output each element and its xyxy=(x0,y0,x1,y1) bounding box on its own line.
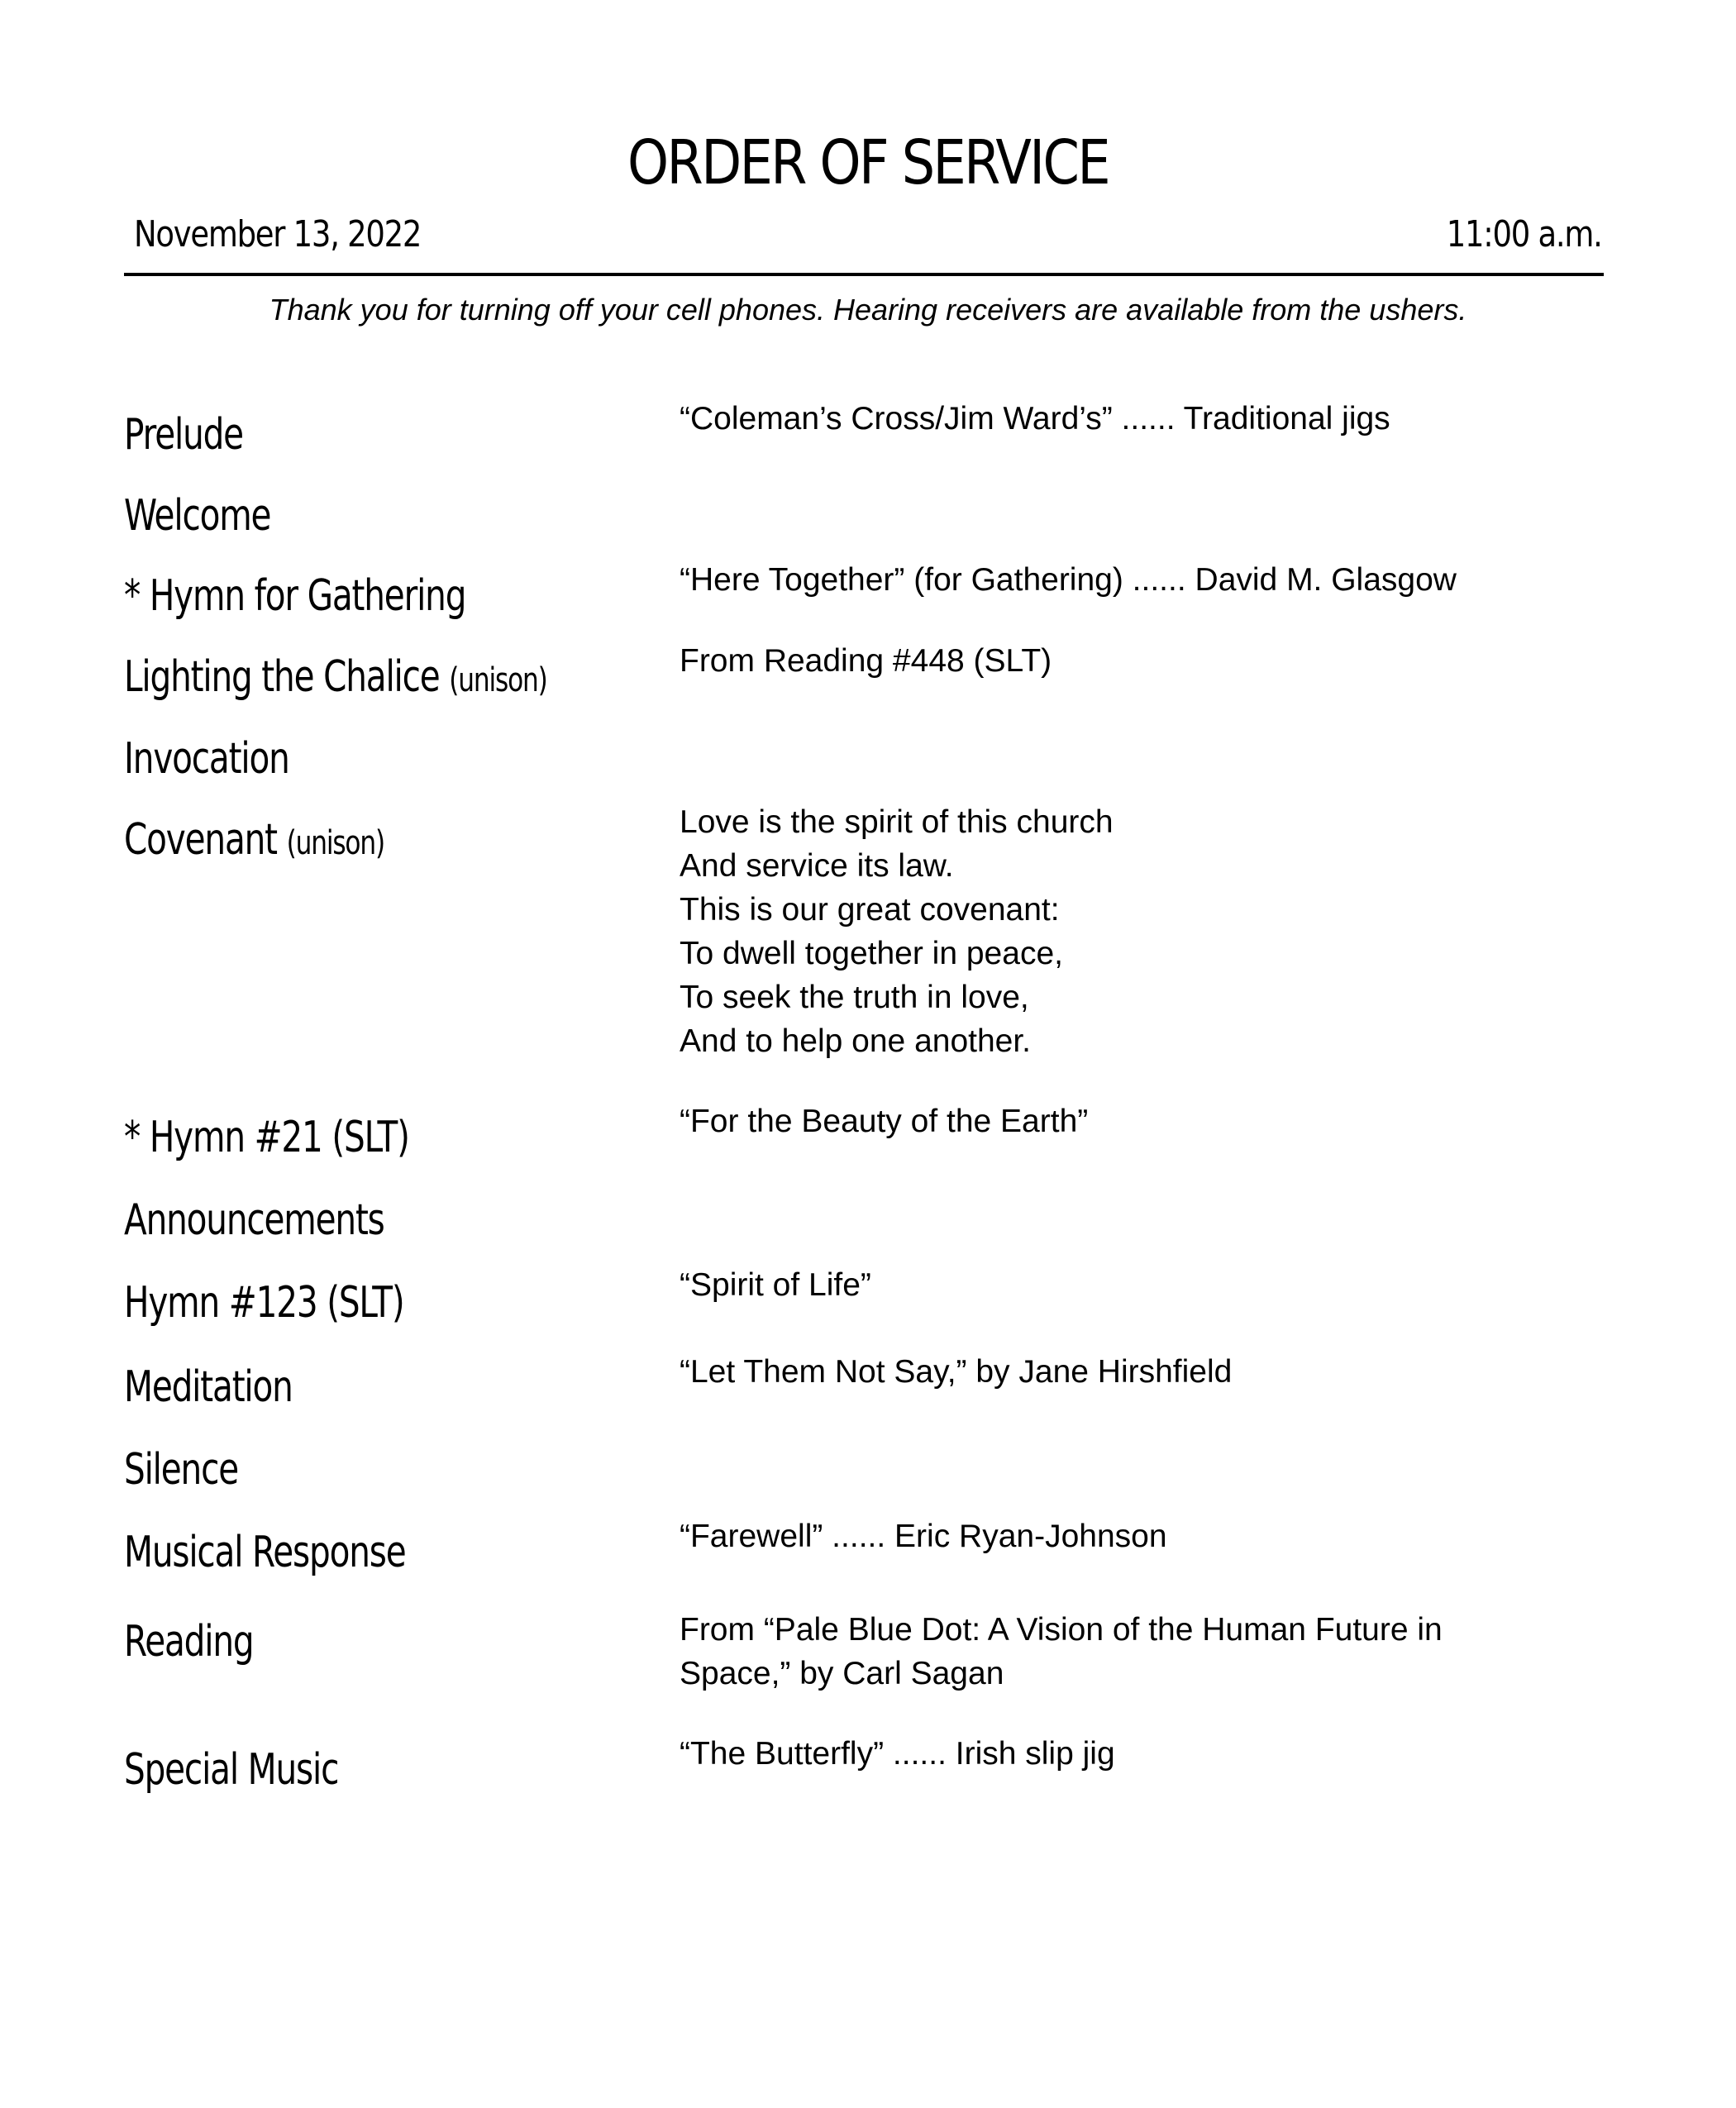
detail-line: This is our great covenant: xyxy=(680,892,1060,928)
service-item-label xyxy=(124,1278,404,1328)
service-item-detail xyxy=(680,800,1589,1063)
service-time: 11:00 a.m. xyxy=(1447,213,1602,255)
service-item-name: * Hymn for Gathering xyxy=(124,571,466,621)
service-item-label xyxy=(124,1528,406,1577)
service-item-label xyxy=(124,1113,409,1162)
service-item-name: Meditation xyxy=(124,1362,293,1412)
service-item-label xyxy=(124,410,243,460)
detail-line: “Farewell” ...... Eric Ryan-Johnson xyxy=(680,1519,1167,1554)
service-item-name: Special Music xyxy=(124,1745,339,1795)
service-item-label xyxy=(124,1195,384,1245)
detail-line: “Here Together” (for Gathering) ...... David M. Glasgow xyxy=(680,562,1457,598)
service-item-label xyxy=(124,1745,339,1795)
service-item-name: * Hymn #21 (SLT) xyxy=(124,1113,409,1162)
detail-line: “The Butterfly” ...... Irish slip jig xyxy=(680,1736,1115,1772)
service-item-label xyxy=(124,734,289,784)
service-item-detail xyxy=(680,1514,1589,1558)
detail-line: “Spirit of Life” xyxy=(680,1267,871,1303)
service-item-name: Covenant xyxy=(124,815,277,865)
detail-line: And service its law. xyxy=(680,848,954,884)
service-item-label xyxy=(124,1362,293,1412)
service-item-name: Reading xyxy=(124,1617,254,1667)
service-item-label xyxy=(124,815,384,865)
detail-line: To dwell together in peace, xyxy=(680,936,1063,971)
service-item-label xyxy=(124,571,466,621)
detail-line: And to help one another. xyxy=(680,1023,1032,1059)
service-item-detail xyxy=(680,1732,1589,1776)
service-item-label xyxy=(124,491,271,541)
service-item-name: Invocation xyxy=(124,734,289,784)
service-item-name: Silence xyxy=(124,1445,239,1495)
phone-notice: Thank you for turning off your cell phones. Hearing receivers are available from the ushers. xyxy=(269,293,1467,327)
header-divider xyxy=(124,273,1604,276)
service-item-name: Lighting the Chalice xyxy=(124,652,440,702)
service-item-name: Prelude xyxy=(124,410,243,460)
service-item-name: Musical Response xyxy=(124,1528,406,1577)
detail-line: “Let Them Not Say,” by Jane Hirshfield xyxy=(680,1354,1233,1390)
service-item-qualifier: (unison) xyxy=(449,661,547,699)
detail-line: Space,” by Carl Sagan xyxy=(680,1656,1004,1691)
service-item-name: Hymn #123 (SLT) xyxy=(124,1278,404,1328)
detail-line: “For the Beauty of the Earth” xyxy=(680,1104,1089,1139)
page-title: ORDER OF SERVICE xyxy=(627,127,1109,198)
detail-line: To seek the truth in love, xyxy=(680,980,1029,1015)
service-date: November 13, 2022 xyxy=(134,213,422,255)
detail-line: “Coleman’s Cross/Jim Ward’s” ...... Traditional jigs xyxy=(680,401,1390,436)
detail-line: From “Pale Blue Dot: A Vision of the Human Future in xyxy=(680,1612,1443,1648)
service-item-detail xyxy=(680,1099,1589,1143)
service-item-detail xyxy=(680,397,1589,441)
service-item-name: Welcome xyxy=(124,491,271,541)
detail-line: Love is the spirit of this church xyxy=(680,804,1114,840)
service-item-detail xyxy=(680,1350,1589,1394)
service-item-detail xyxy=(680,558,1589,602)
service-item-qualifier: (unison) xyxy=(286,824,384,862)
service-item-label xyxy=(124,652,547,702)
service-item-detail xyxy=(680,1608,1589,1695)
service-item-name: Announcements xyxy=(124,1195,384,1245)
service-item-label xyxy=(124,1617,254,1667)
service-item-detail xyxy=(680,639,1589,683)
detail-line: From Reading #448 (SLT) xyxy=(680,643,1052,679)
service-item-label xyxy=(124,1445,239,1495)
service-item-detail xyxy=(680,1263,1589,1307)
